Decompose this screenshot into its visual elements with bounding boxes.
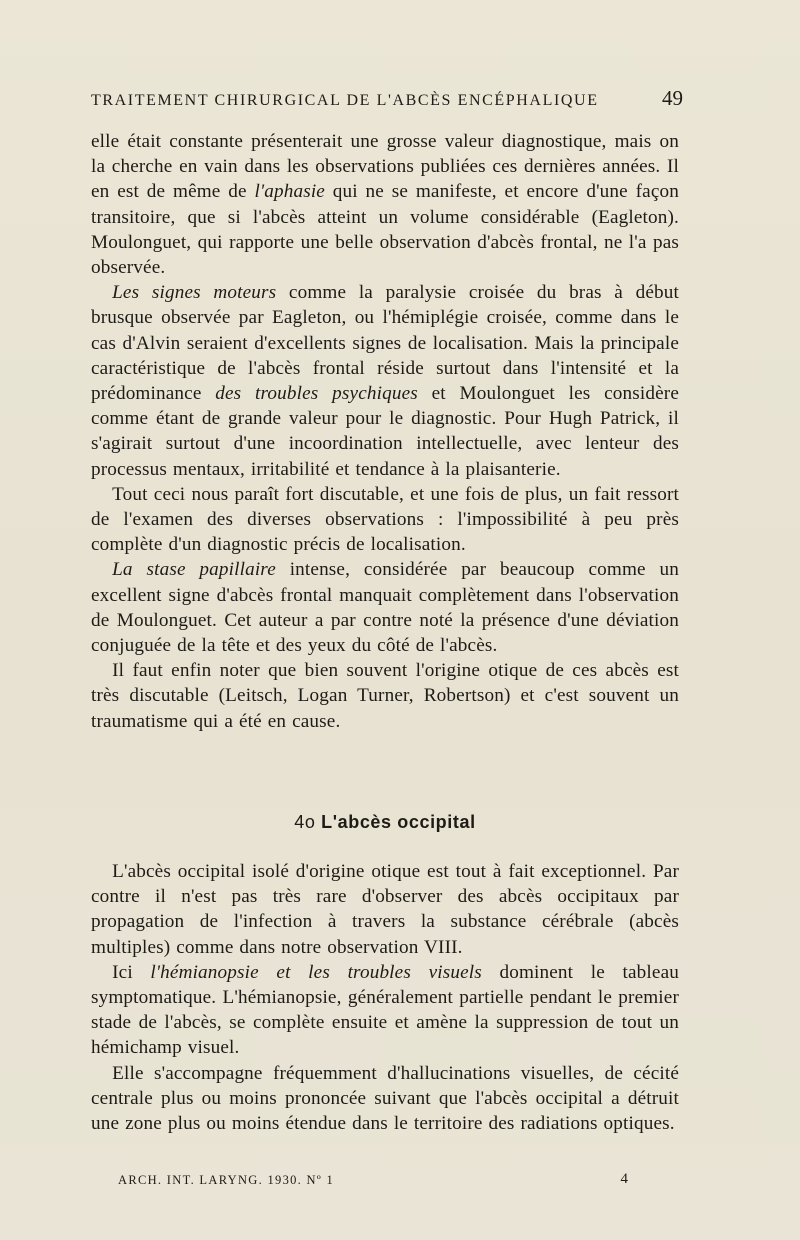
paragraph-text: qui ne se manifeste, et encore d'une façon transitoire, que si l'abcès atteint un volume considérable (Eagleton). Moulonguet, qui rapporte une belle observation d'abcès frontal, ne l'a pas observée.: [91, 181, 679, 279]
paragraph: [91, 280, 679, 482]
italic-term: Les signes moteurs: [112, 282, 277, 304]
italic-term: des troubles psychiques: [215, 383, 418, 405]
body-text-frontal: [91, 129, 679, 734]
running-head-title: TRAITEMENT CHIRURGICAL DE L'ABCÈS ENCÉPHALIQUE: [91, 92, 599, 109]
paragraph: [91, 557, 679, 658]
paragraph: [91, 129, 679, 280]
paragraph-text: Tout ceci nous paraît fort discutable, et une fois de plus, un fait ressort de l'examen des diverses observations : l'impossibilité à peu près complète d'un diagnostic précis de localisation.: [91, 483, 679, 556]
signature-mark: 4: [620, 1171, 628, 1187]
section-heading: [91, 812, 679, 833]
running-head: [91, 86, 683, 116]
italic-term: La stase papillaire: [112, 559, 276, 581]
paragraph: [91, 658, 679, 734]
paragraph: [91, 859, 679, 960]
paragraph-text: Elle s'accompagne fréquemment d'hallucinations visuelles, de cécité centrale plus ou moins prononcée suivant que l'abcès occipital a détruit une zone plus ou moins étendue dans le territoire des radiations optiques.: [91, 1062, 679, 1135]
paragraph: [91, 482, 679, 558]
journal-reference: ARCH. INT. LARYNG. 1930. Nº 1: [118, 1173, 334, 1187]
body-text-occipital: [91, 859, 679, 1136]
page-footer: [118, 1170, 628, 1192]
page-number: 49: [662, 86, 683, 110]
paragraph: [91, 1061, 679, 1137]
paragraph-text: comme la paralysie croisée du bras à début brusque observée par Eagleton, ou l'hémiplégie croisée, comme dans le cas d'Alvin seraient d'excellents signes de localisation. Mais la principale caractéristique de l'abcès frontal réside surtout dans l'intensité et la prédominance: [91, 282, 679, 405]
paragraph-text: intense, considérée par beaucoup comme un excellent signe d'abcès frontal manquait complètement dans l'observation de Moulonguet. Cet auteur a par contre noté la présence d'une déviation conjuguée de la tête et des yeux du côté de l'abcès.: [91, 559, 679, 657]
paragraph-text: dominent le tableau symptomatique. L'hémianopsie, généralement partielle pendant le premier stade de l'abcès, se complète ensuite et amène la suppression de tout un hémichamp visuel.: [91, 961, 679, 1059]
section-title: L'abcès occipital: [321, 812, 476, 832]
paragraph: [91, 960, 679, 1061]
paragraph-text: Ici: [112, 961, 151, 983]
section-number: 4o: [294, 812, 316, 832]
italic-term: l'aphasie: [254, 181, 325, 203]
paragraph-text: Il faut enfin noter que bien souvent l'origine otique de ces abcès est très discutable (Leitsch, Logan Turner, Robertson) et c'est souvent un traumatisme qui a été en cause.: [91, 660, 679, 732]
paragraph-text: L'abcès occipital isolé d'origine otique est tout à fait exceptionnel. Par contre il n'est pas très rare d'observer des abcès occipitaux par propagation de l'infection à travers la substance cérébrale (abcès multiples) comme dans notre observation VIII.: [91, 861, 679, 958]
paragraph-text: elle était constante présenterait une grosse valeur diagnostique, mais on la cherche en vain dans les observations publiées ces dernières années. Il en est de même de: [91, 131, 679, 203]
italic-term: l'hémianopsie et les troubles visuels: [150, 961, 482, 983]
paragraph-text: et Moulonguet les considère comme étant de grande valeur pour le diagnostic. Pour Hugh Patrick, il s'agirait surtout d'une incoordination intellectuelle, avec lenteur des processus mentaux, irritabilité et tendance à la plaisanterie.: [91, 383, 679, 480]
